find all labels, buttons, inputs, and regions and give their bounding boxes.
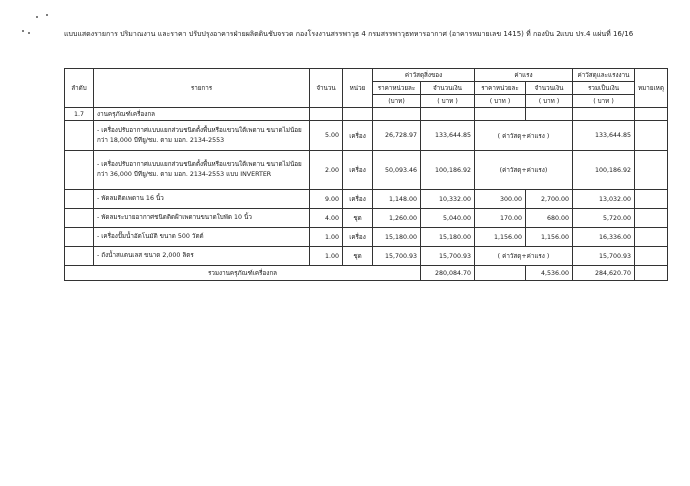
material-amount: 5,040.00 — [421, 209, 475, 228]
item-total: 100,186.92 — [573, 151, 635, 190]
form-page-number: แบบ ปร.4 แผ่นที่ 16/16 — [560, 30, 634, 38]
section-title: งานครุภัณฑ์เครื่องกล — [94, 108, 310, 121]
item-total: 5,720.00 — [573, 209, 635, 228]
total-labor: 4,536.00 — [526, 266, 573, 281]
col-seq: ลำดับ — [65, 69, 94, 108]
header-row — [65, 69, 668, 82]
total-row — [65, 266, 668, 281]
labor-unit-price: 300.00 — [475, 190, 526, 209]
unit-label: ( บาท ) — [573, 95, 635, 108]
labor-amount: 1,156.00 — [526, 228, 573, 247]
material-amount: 133,644.85 — [421, 121, 475, 151]
item-description: - พัดลมติดเพดาน 16 นิ้ว — [94, 190, 310, 209]
item-total: 16,336.00 — [573, 228, 635, 247]
document-title: แบบแสดงรายการ ปริมาณงาน และราคา ปรับปรุงอาคารฝ่ายผลิตดินชับจรวด กองโรงงานสรรพาวุธ 4 กรมสรรพาวุธทหารอากาศ (อาคารหมายเลข 1415) ที่ กองบิน 2 — [64, 30, 561, 38]
scan-speck — [28, 32, 30, 34]
scan-speck — [36, 16, 38, 18]
material-unit-price: 1,148.00 — [373, 190, 421, 209]
material-amount: 15,180.00 — [421, 228, 475, 247]
scan-speck — [46, 14, 48, 16]
scan-specks — [22, 10, 62, 40]
col-lab-amount: จำนวนเงิน — [526, 82, 573, 95]
item-qty: 1.00 — [310, 247, 343, 266]
item-unit: เครื่อง — [343, 190, 373, 209]
unit-label: ( บาท ) — [475, 95, 526, 108]
table-row — [65, 209, 668, 228]
labor-unit-price: 1,156.00 — [475, 228, 526, 247]
item-unit: ชุด — [343, 247, 373, 266]
item-total: 13,032.00 — [573, 190, 635, 209]
labor-unit-price: 170.00 — [475, 209, 526, 228]
item-description: - เครื่องปรับอากาศแบบแยกส่วนชนิดตั้งพื้นหรือแขวนใต้เพดาน ขนาดไม่น้อยกว่า 18,000 บีทียู/ชม. ตาม มอก. 2134-2553 — [94, 121, 310, 151]
col-mat-unit-price: ราคาหน่วยละ — [373, 82, 421, 95]
material-unit-price: 15,180.00 — [373, 228, 421, 247]
material-unit-price: 15,700.93 — [373, 247, 421, 266]
labor-included-note: (ค่าวัสดุ+ค่าแรง) — [475, 151, 573, 190]
col-unit: หน่วย — [343, 69, 373, 108]
item-qty: 4.00 — [310, 209, 343, 228]
boq-table — [64, 68, 668, 281]
col-lab-unit-price: ราคาหน่วยละ — [475, 82, 526, 95]
col-total: รวมเป็นเงิน — [573, 82, 635, 95]
total-material: 280,084.70 — [421, 266, 475, 281]
table-row — [65, 190, 668, 209]
material-unit-price: 26,728.97 — [373, 121, 421, 151]
item-unit: เครื่อง — [343, 121, 373, 151]
material-amount: 100,186.92 — [421, 151, 475, 190]
item-description: - เครื่องปรับอากาศแบบแยกส่วนชนิดตั้งพื้นหรือแขวนใต้เพดาน ขนาดไม่น้อยกว่า 36,000 บีทียู/ชม. ตาม มอก. 2134-2553 แบบ INVERTER — [94, 151, 310, 190]
item-total: 133,644.85 — [573, 121, 635, 151]
unit-label: ( บาท ) — [526, 95, 573, 108]
table-row — [65, 228, 668, 247]
col-note: หมายเหตุ — [635, 69, 668, 108]
section-number: 1.7 — [65, 108, 94, 121]
scan-speck — [22, 30, 24, 32]
item-qty: 9.00 — [310, 190, 343, 209]
col-mat-amount: จำนวนเงิน — [421, 82, 475, 95]
labor-included-note: ( ค่าวัสดุ+ค่าแรง ) — [475, 247, 573, 266]
item-description: - พัดลมระบายอากาศชนิดติดฝ้าเพดานขนาดใบพัด 10 นิ้ว — [94, 209, 310, 228]
labor-amount: 680.00 — [526, 209, 573, 228]
item-qty: 5.00 — [310, 121, 343, 151]
item-description: - เครื่องปั๊มน้ำอัตโนมัติ ขนาด 500 วัตต์ — [94, 228, 310, 247]
material-unit-price: 50,093.46 — [373, 151, 421, 190]
material-unit-price: 1,260.00 — [373, 209, 421, 228]
material-amount: 15,700.93 — [421, 247, 475, 266]
item-total: 15,700.93 — [573, 247, 635, 266]
total-sum: 284,620.70 — [573, 266, 635, 281]
material-amount: 10,332.00 — [421, 190, 475, 209]
col-item: รายการ — [94, 69, 310, 108]
table-row — [65, 121, 668, 151]
col-sum: ค่าวัสดุและแรงงาน — [573, 69, 635, 82]
item-unit: เครื่อง — [343, 151, 373, 190]
item-unit: ชุด — [343, 209, 373, 228]
col-labor: ค่าแรง — [475, 69, 573, 82]
col-material: ค่าวัสดุสิ่งของ — [373, 69, 475, 82]
item-unit: เครื่อง — [343, 228, 373, 247]
labor-amount: 2,700.00 — [526, 190, 573, 209]
table-row — [65, 247, 668, 266]
labor-included-note: ( ค่าวัสดุ+ค่าแรง ) — [475, 121, 573, 151]
item-qty: 2.00 — [310, 151, 343, 190]
unit-label: ( บาท ) — [421, 95, 475, 108]
col-qty: จำนวน — [310, 69, 343, 108]
section-row — [65, 108, 668, 121]
table-row — [65, 151, 668, 190]
unit-label: (บาท) — [373, 95, 421, 108]
item-qty: 1.00 — [310, 228, 343, 247]
item-description: - ถังน้ำสแตนเลส ขนาด 2,000 ลิตร — [94, 247, 310, 266]
total-label: รวมงานครุภัณฑ์เครื่องกล — [65, 266, 421, 281]
